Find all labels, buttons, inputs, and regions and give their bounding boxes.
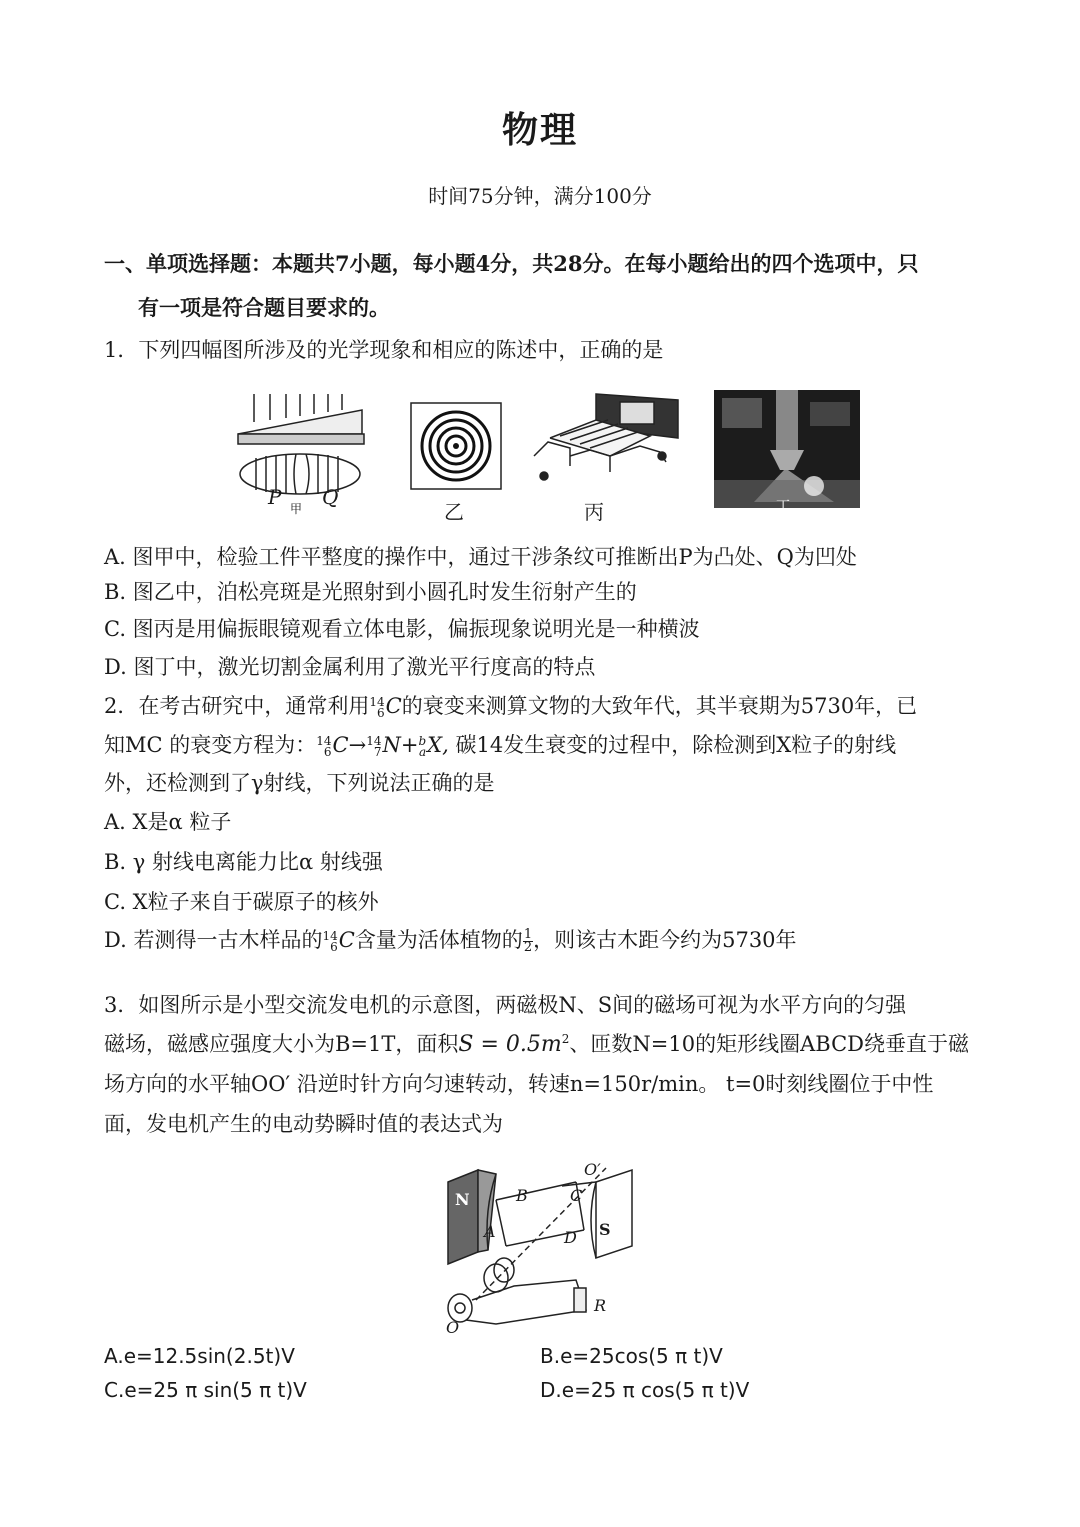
- q3-line2-post: 、匝数N=10的矩形线圈ABCD绕垂直于磁: [569, 1032, 969, 1056]
- q3-label-s: S: [599, 1220, 611, 1239]
- exam-subtitle: 时间75分钟，满分100分: [428, 184, 652, 208]
- q3-option-b: B.e=25cos(5 π t)V: [540, 1344, 723, 1368]
- q1-label-q: Q: [322, 485, 339, 509]
- q1-option-d: D. 图丁中，激光切割金属利用了激光平行度高的特点: [104, 655, 596, 679]
- q3-option-a: A.e=12.5sin(2.5t)V: [104, 1344, 295, 1368]
- q3-label-b: B: [516, 1186, 528, 1205]
- q3-line3: 场方向的水平轴OO′ 沿逆时针方向匀速转动，转速n=150r/min。 t=0时刻线圈位于中性: [104, 1072, 934, 1096]
- q1-option-a: A. 图甲中，检验工件平整度的操作中，通过干涉条纹可推断出P为凸处、Q为凹处: [104, 545, 857, 569]
- q2-eq-x: X: [427, 733, 443, 757]
- q3-generator-figure: [436, 1160, 646, 1338]
- q2-line1: [104, 690, 917, 720]
- q2-line2-post: 碳14发生衰变的过程中，除检测到X粒子的射线: [448, 733, 897, 757]
- q1-option-b: B. 图乙中，泊松亮斑是光照射到小圆孔时发生衍射产生的: [104, 580, 637, 604]
- page-title: 物理: [501, 109, 578, 151]
- q2-option-d-pre: D. 若测得一古木样品的: [104, 928, 323, 952]
- q3-label-n: N: [455, 1190, 470, 1209]
- q1-label-p: P: [268, 485, 282, 509]
- q1-label-jia: 甲: [290, 502, 303, 516]
- q3-option-c: C.e=25 π sin(5 π t)V: [104, 1378, 307, 1402]
- q3-line2: [104, 1028, 969, 1058]
- q2-line3: 外，还检测到了γ射线，下列说法正确的是: [104, 771, 495, 795]
- q3-label-d: D: [564, 1228, 577, 1247]
- q2-option-d-mid: 含量为活体植物的: [354, 928, 523, 952]
- q2-line2: 知MC 的衰变方程为： 14 6 C→ 14 7 N+ b a X, 碳14发生衰变的过程中，除检测到X粒子的射线: [104, 733, 897, 759]
- q1-figure-jia: [232, 388, 372, 518]
- q3-line2-pre: 磁场，磁感应强度大小为B=1T，面积: [104, 1032, 459, 1056]
- q3-line4: 面，发电机产生的电动势瞬时值的表达式为: [104, 1112, 503, 1136]
- section1-heading-cont: 有一项是符合题目要求的。: [138, 295, 390, 320]
- q2-eq-plus: +: [400, 733, 419, 757]
- q2-option-d-post: ，则该古木距今约为5730年: [533, 928, 797, 952]
- q2-line2-pre: 知MC 的衰变方程为：: [104, 733, 317, 757]
- q2-line1-pre: 2．在考古研究中，通常利用: [104, 694, 370, 718]
- q2-eq-n: N: [382, 733, 401, 757]
- q1-figure-yi: [410, 402, 502, 490]
- q3-line1: 3．如图所示是小型交流发电机的示意图，两磁极N、S间的磁场可视为水平方向的匀强: [104, 993, 907, 1017]
- q3-label-o: O: [446, 1318, 460, 1337]
- q2-eq-c: C: [332, 733, 349, 757]
- q2-option-d-c: C: [338, 928, 355, 952]
- q1-option-c: C. 图丙是用偏振眼镜观看立体电影，偏振现象说明光是一种横波: [104, 617, 700, 641]
- q3-area-exponent: 2: [561, 1032, 570, 1046]
- q2-eq-arrow: →: [348, 733, 367, 757]
- section1-heading: 一、单项选择题：本题共7小题，每小题4分，共28分。在每小题给出的四个选项中，只: [104, 251, 919, 276]
- q1-label-bing: 丙: [584, 500, 604, 524]
- q2-option-c: C. X粒子来自于碳原子的核外: [104, 890, 379, 914]
- q2-option-b: B. γ 射线电离能力比α 射线强: [104, 850, 383, 874]
- q1-figure-ding: [714, 390, 860, 508]
- q3-label-a: A: [484, 1222, 496, 1241]
- q2-option-d-fraction: $\frac{1}{2}$: [523, 927, 533, 955]
- q2-eq-comma: ,: [442, 733, 449, 757]
- q1-label-yi: 乙: [444, 500, 464, 524]
- q2-c-symbol: C: [385, 694, 402, 718]
- q2-c14-nuclide: 14 6: [369, 694, 385, 720]
- q1-figure-bing: [530, 390, 682, 490]
- q3-area-formula: S = 0.5m: [458, 1032, 562, 1057]
- q3-label-o-prime: O′: [584, 1160, 601, 1179]
- q3-label-c: C: [570, 1186, 583, 1205]
- q3-option-d: D.e=25 π cos(5 π t)V: [540, 1378, 750, 1402]
- q2-option-d: D. 若测得一古木样品的 14 6 C含量为活体植物的 $\frac{1}{2}$ ，则该古木距今约为5730年: [104, 927, 797, 955]
- q3-label-r: R: [594, 1296, 607, 1315]
- q2-line1-post: 的衰变来测算文物的大致年代，其半衰期为5730年，已: [401, 694, 918, 718]
- q1-label-ding: 丁: [776, 499, 790, 515]
- q1-stem: 1．下列四幅图所涉及的光学现象和相应的陈述中，正确的是: [104, 338, 664, 362]
- q2-option-a: A. X是α 粒子: [104, 810, 232, 834]
